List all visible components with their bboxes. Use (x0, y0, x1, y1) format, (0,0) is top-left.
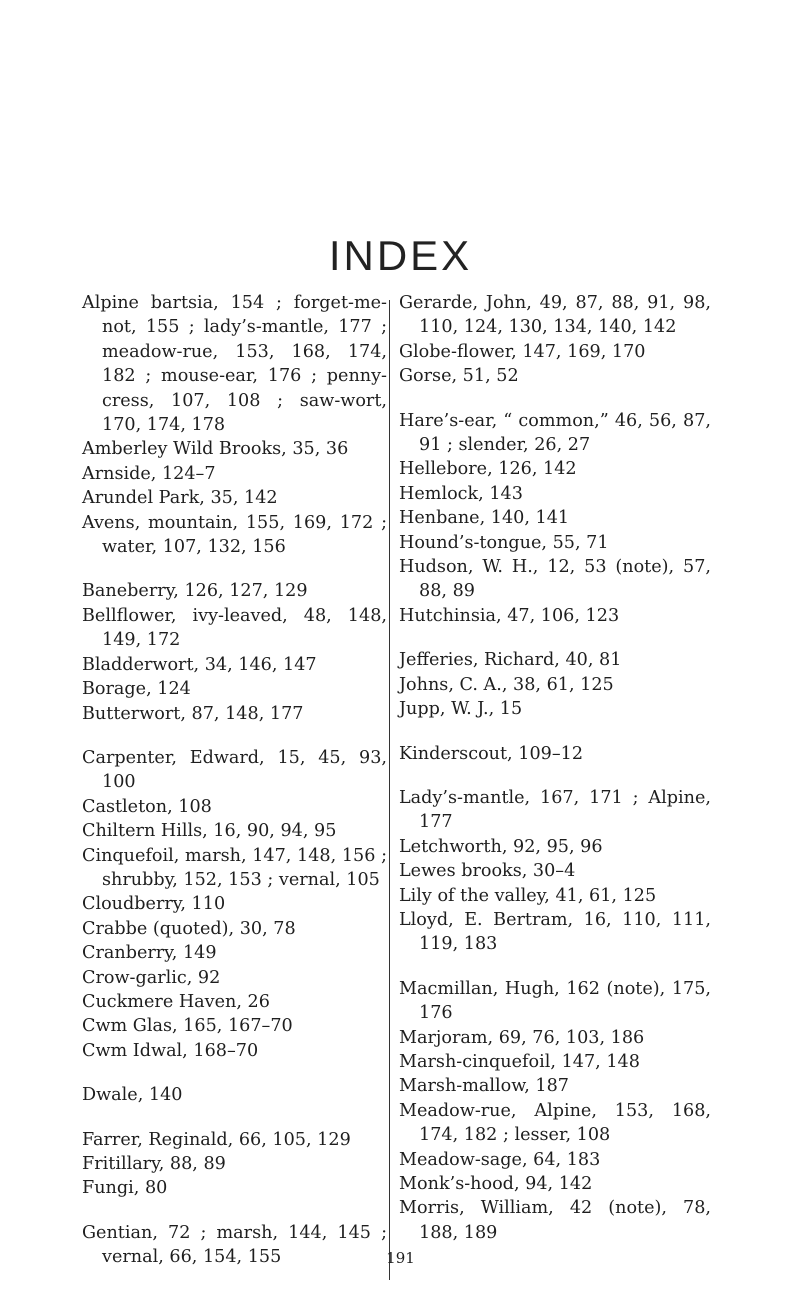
index-entry: Hutchinsia, 47, 106, 123 (399, 605, 620, 626)
index-entry: Alpine bartsia, 154 ; forget-me-not, 155 ; lady’s-mantle, 177 ; meadow-rue, 153, 168, 174, 182 ; mouse-ear, 176 ; penny-cress, 107, 108 ; saw-wort, 170, 174, 178 (82, 293, 387, 436)
index-letter-group (82, 291, 387, 559)
index-entry: Baneberry, 126, 127, 129 (82, 581, 308, 602)
index-entry: Carpenter, Edward, 15, 45, 93, 100 (82, 747, 387, 793)
index-letter-group (399, 648, 711, 721)
index-entry: Hound’s-tongue, 55, 71 (399, 532, 609, 553)
index-entry: Hellebore, 126, 142 (399, 459, 577, 480)
index-entry: Hare’s-ear, “ common,” 46, 56, 87, 91 ; slender, 26, 27 (399, 410, 711, 456)
index-entry: Meadow-sage, 64, 183 (399, 1149, 601, 1170)
index-entry: Cwm Idwal, 168–70 (82, 1040, 259, 1061)
index-entry: Cuckmere Haven, 26 (82, 991, 270, 1012)
index-entry: Avens, mountain, 155, 169, 172 ; water, 107, 132, 156 (82, 512, 387, 558)
index-entry: Crabbe (quoted), 30, 78 (82, 918, 296, 939)
index-entry: Johns, C. A., 38, 61, 125 (399, 674, 614, 695)
index-entry: Bellflower, ivy-leaved, 48, 148, 149, 172 (82, 605, 387, 651)
index-entry: Marsh-cinquefoil, 147, 148 (399, 1051, 640, 1072)
index-entry: Gerarde, John, 49, 87, 88, 91, 98, 110, 124, 130, 134, 140, 142 (399, 293, 711, 338)
index-entry: Kinderscout, 109–12 (399, 743, 584, 764)
index-entry: Jupp, W. J., 15 (399, 699, 523, 720)
index-entry: Lloyd, E. Bertram, 16, 110, 111, 119, 183 (399, 909, 711, 955)
index-entry: Gorse, 51, 52 (399, 366, 519, 387)
index-letter-group (82, 1128, 387, 1201)
index-entry: Bladderwort, 34, 146, 147 (82, 654, 317, 675)
index-letter-group (399, 409, 711, 629)
index-entry: Amberley Wild Brooks, 35, 36 (82, 439, 349, 460)
index-entry: Arnside, 124–7 (82, 463, 216, 484)
index-entry: Butterwort, 87, 148, 177 (82, 703, 304, 724)
index-entry: Lady’s-mantle, 167, 171 ; Alpine, 177 (399, 787, 711, 833)
index-letter-group (399, 786, 711, 957)
index-entry: Jefferies, Richard, 40, 81 (399, 650, 622, 671)
index-entry: Marjoram, 69, 76, 103, 186 (399, 1027, 645, 1048)
index-entry: Farrer, Reginald, 66, 105, 129 (82, 1129, 351, 1150)
page-title: INDEX (328, 232, 473, 279)
index-letter-group (399, 291, 711, 389)
index-column-right (399, 291, 711, 1265)
index-entry: Macmillan, Hugh, 162 (note), 175, 176 (399, 978, 711, 1024)
index-letter-group (82, 1083, 387, 1107)
index-letter-group (82, 579, 387, 725)
index-entry: Cinquefoil, marsh, 147, 148, 156 ; shrubby, 152, 153 ; vernal, 105 (82, 845, 387, 890)
index-letter-group (82, 746, 387, 1063)
index-entry: Chiltern Hills, 16, 90, 94, 95 (82, 821, 337, 842)
index-letter-group (399, 742, 711, 766)
index-entry: Borage, 124 (82, 679, 191, 700)
index-letter-group (399, 977, 711, 1245)
index-entry: Hudson, W. H., 12, 53 (note), 57, 88, 89 (399, 557, 711, 602)
page-number: 191 (386, 1249, 415, 1267)
index-entry: Marsh-mallow, 187 (399, 1076, 569, 1097)
index-entry: Fritillary, 88, 89 (82, 1154, 226, 1174)
index-entry: Lewes brooks, 30–4 (399, 861, 576, 882)
index-entry: Globe-flower, 147, 169, 170 (399, 341, 646, 362)
index-entry: Arundel Park, 35, 142 (82, 488, 278, 509)
index-entry: Crow-garlic, 92 (82, 967, 221, 988)
index-entry: Hemlock, 143 (399, 483, 523, 504)
index-entry: Morris, William, 42 (note), 78, 188, 189 (399, 1198, 711, 1243)
index-entry: Cranberry, 149 (82, 943, 217, 964)
column-divider (389, 300, 390, 1280)
index-entry: Gentian, 72 ; marsh, 144, 145 ; vernal, 66, 154, 155 (82, 1222, 387, 1268)
index-entry: Cwm Glas, 165, 167–70 (82, 1016, 293, 1037)
index-entry: Meadow-rue, Alpine, 153, 168, 174, 182 ; lesser, 108 (399, 1100, 711, 1146)
index-entry: Monk’s-hood, 94, 142 (399, 1174, 593, 1194)
index-entry: Castleton, 108 (82, 796, 212, 817)
index-entry: Dwale, 140 (82, 1085, 183, 1106)
index-entry: Letchworth, 92, 95, 96 (399, 836, 603, 857)
index-entry: Henbane, 140, 141 (399, 508, 570, 529)
index-entry: Lily of the valley, 41, 61, 125 (399, 885, 657, 906)
index-entry: Fungi, 80 (82, 1178, 168, 1199)
index-column-left (82, 291, 387, 1290)
index-entry: Cloudberry, 110 (82, 894, 226, 915)
